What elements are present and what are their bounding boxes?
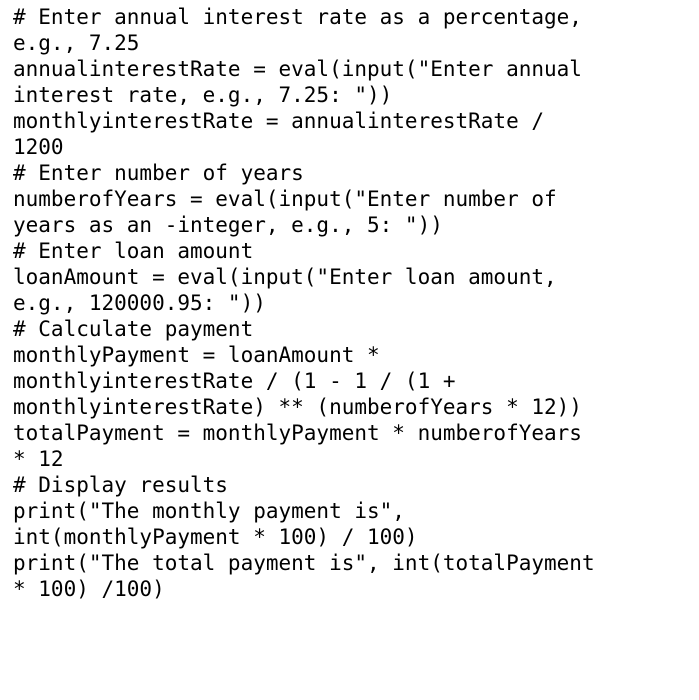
- code-line-monthly-rate: monthlyinterestRate = annualinterestRate /: [13, 109, 545, 133]
- code-line-number-years: numberofYears = eval(input("Enter number of: [13, 187, 557, 211]
- code-line-monthly-payment-cont-1: monthlyinterestRate / (1 - 1 / (1 +: [13, 369, 456, 393]
- code-line-total-payment-cont: * 12: [13, 447, 64, 471]
- code-line-loan-amount: loanAmount = eval(input("Enter loan amount,: [13, 265, 557, 289]
- code-line-monthly-payment: monthlyPayment = loanAmount *: [13, 343, 380, 367]
- code-line-print-monthly-cont: int(monthlyPayment * 100) / 100): [13, 525, 418, 549]
- code-line-comment-calculate: # Calculate payment: [13, 317, 254, 341]
- code-line-comment-interest: # Enter annual interest rate as a percentage,: [13, 5, 582, 29]
- code-line-print-total-cont: * 100) /100): [13, 577, 165, 601]
- code-line-comment-loan: # Enter loan amount: [13, 239, 254, 263]
- code-line-example-interest: e.g., 7.25: [13, 31, 140, 55]
- code-line-annual-rate: annualinterestRate = eval(input("Enter annual: [13, 57, 582, 81]
- code-line-total-payment: totalPayment = monthlyPayment * numberofYears: [13, 421, 582, 445]
- code-line-print-monthly: print("The monthly payment is",: [13, 499, 405, 523]
- code-line-print-total: print("The total payment is", int(totalPayment: [13, 551, 595, 575]
- code-line-comment-years: # Enter number of years: [13, 161, 304, 185]
- code-line-number-years-cont: years as an -integer, e.g., 5: ")): [13, 213, 443, 237]
- code-line-monthly-payment-cont-2: monthlyinterestRate) ** (numberofYears * 12)): [13, 395, 582, 419]
- code-block: [13, 4, 695, 602]
- code-line-annual-rate-cont: interest rate, e.g., 7.25: ")): [13, 83, 393, 107]
- code-line-comment-display: # Display results: [13, 473, 228, 497]
- code-line-loan-amount-cont: e.g., 120000.95: ")): [13, 291, 266, 315]
- code-line-monthly-rate-cont: 1200: [13, 135, 64, 159]
